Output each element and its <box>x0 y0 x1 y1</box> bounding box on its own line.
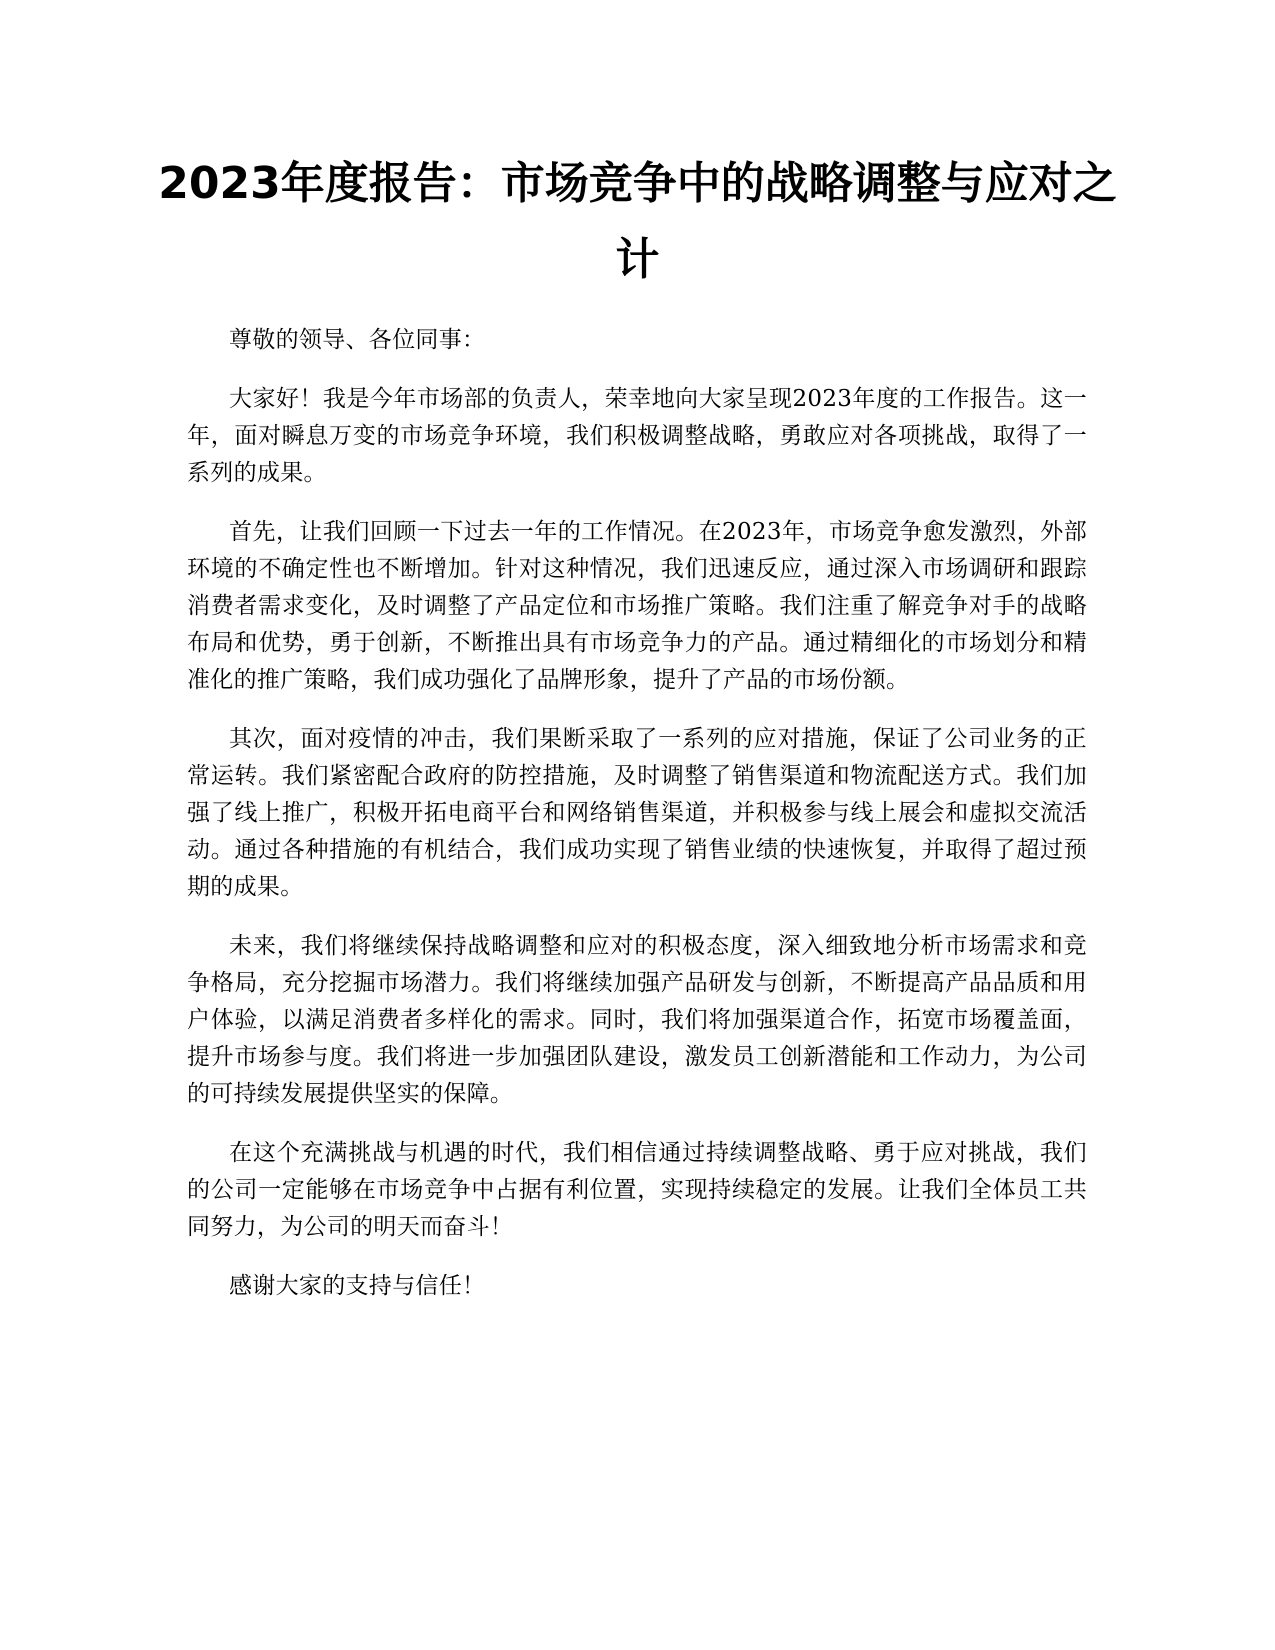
paragraph-conclusion: 在这个充满挑战与机遇的时代，我们相信通过持续调整战略、勇于应对挑战，我们的公司一定能够在市场竞争中占据有利位置，实现持续稳定的发展。让我们全体员工共同努力，为公司的明天而奋斗！ <box>187 1140 1087 1240</box>
document-title: 2023年度报告：市场竞争中的战略调整与应对之计 <box>158 158 1117 285</box>
document-body <box>187 322 1087 1327</box>
paragraph-salutation: 尊敬的领导、各位同事： <box>229 327 486 353</box>
paragraph-future-plans: 未来，我们将继续保持战略调整和应对的积极态度，深入细致地分析市场需求和竞争格局，充分挖掘市场潜力。我们将继续加强产品研发与创新，不断提高产品品质和用户体验，以满足消费者多样化的需求。同时，我们将加强渠道合作，拓宽市场覆盖面，提升市场参与度。我们将进一步加强团队建设，激发员工创新潜能和工作动力，为公司的可持续发展提供坚实的保障。 <box>187 933 1087 1107</box>
paragraph-thanks: 感谢大家的支持与信任！ <box>229 1273 486 1299</box>
paragraph-intro: 大家好！我是今年市场部的负责人，荣幸地向大家呈现2023年度的工作报告。这一年，面对瞬息万变的市场竞争环境，我们积极调整战略，勇敢应对各项挑战，取得了一系列的成果。 <box>187 386 1087 486</box>
paragraph-review: 首先，让我们回顾一下过去一年的工作情况。在2023年，市场竞争愈发激烈，外部环境的不确定性也不断增加。针对这种情况，我们迅速反应，通过深入市场调研和跟踪消费者需求变化，及时调整了产品定位和市场推广策略。我们注重了解竞争对手的战略布局和优势，勇于创新，不断推出具有市场竞争力的产品。通过精细化的市场划分和精准化的推广策略，我们成功强化了品牌形象，提升了产品的市场份额。 <box>187 519 1087 693</box>
paragraph-pandemic-response: 其次，面对疫情的冲击，我们果断采取了一系列的应对措施，保证了公司业务的正常运转。我们紧密配合政府的防控措施，及时调整了销售渠道和物流配送方式。我们加强了线上推广，积极开拓电商平台和网络销售渠道，并积极参与线上展会和虚拟交流活动。通过各种措施的有机结合，我们成功实现了销售业绩的快速恢复，并取得了超过预期的成果。 <box>187 726 1087 900</box>
